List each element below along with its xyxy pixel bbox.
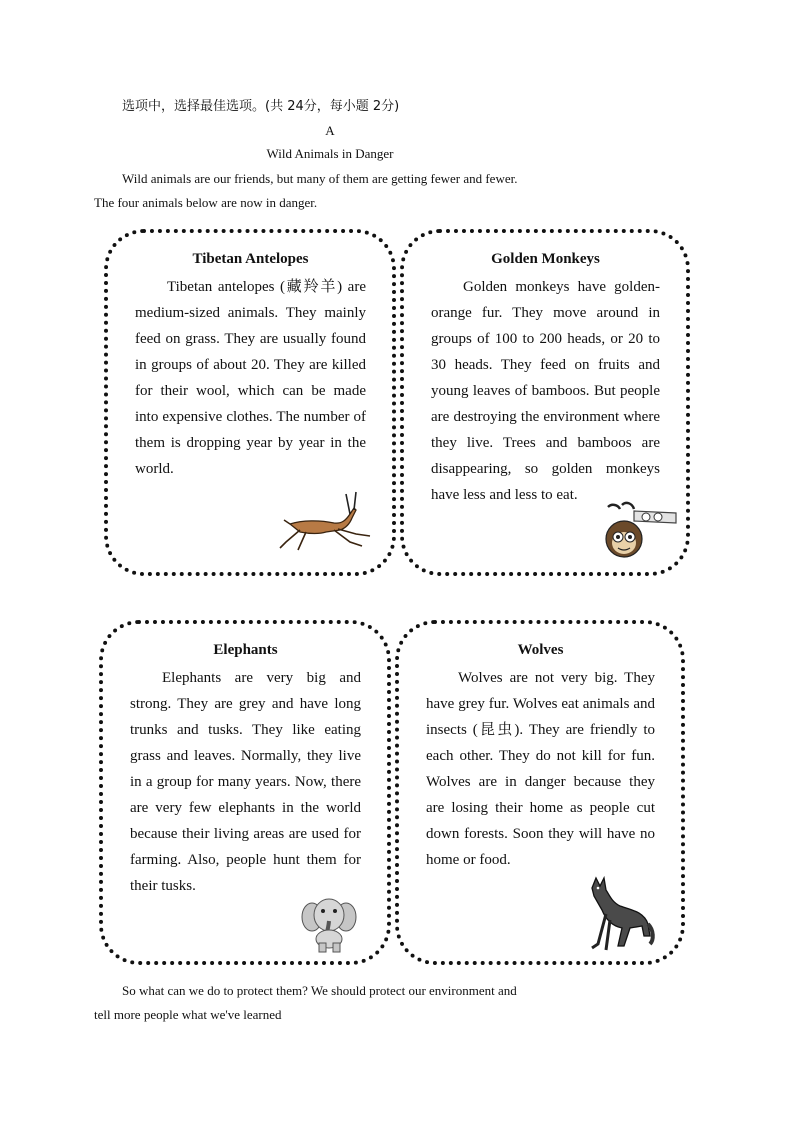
closing-line-1: So what can we do to protect them? We should protect our environment and (122, 983, 517, 998)
closing-line-2: tell more people what we've learned (94, 1007, 282, 1022)
antelope-illustration (276, 490, 372, 558)
card-heading: Elephants (213, 642, 278, 658)
card-heading: Golden Monkeys (491, 251, 600, 267)
monkey-illustration (600, 497, 680, 565)
card-heading: Wolves (517, 642, 564, 658)
instruction-text: 选项中，选择最佳选项。(共 24分，每小题 2分) (122, 99, 400, 114)
elephant-illustration (300, 893, 360, 953)
card-heading: Tibetan Antelopes (192, 251, 309, 267)
section-letter: A (325, 123, 335, 138)
card-text: Wolves are not very big. They have grey fur. Wolves eat animals and insects (昆虫). They are friendly to each other. They do not kill for fun. Wolves are in danger because they are losing their home as people cut down forests. Soon they will have no home or food. (426, 670, 655, 868)
intro-line-2: The four animals below are now in danger. (94, 195, 318, 210)
card-text: Golden monkeys have golden-orange fur. They move around in groups of 100 to 200 heads, or 20 to 30 heads. They feed on fruits and young leaves of bamboos. But people are destroying the environment where they live. Trees and bamboos are disappearing, so golden monkeys have less and less to eat. (431, 279, 660, 503)
card-text: Tibetan antelopes (藏羚羊) are medium-sized animals. They mainly feed on grass. They are usually found in groups of about 20. They are killed for their wool, which can be made into expensive clothes. The number of them is dropping year by year in the world. (135, 279, 366, 477)
wolf-illustration (584, 874, 656, 954)
card-text: Elephants are very big and strong. They are grey and have long trunks and tusks. They like eating grass and leaves. Normally, they live in a group for many years. Now, there are very few elephants in the world because their living areas are used for farming. Also, people hunt them for their tusks. (130, 670, 361, 894)
intro-line-1: Wild animals are our friends, but many of them are getting fewer and fewer. (122, 171, 518, 186)
passage-title: Wild Animals in Danger (266, 146, 394, 161)
